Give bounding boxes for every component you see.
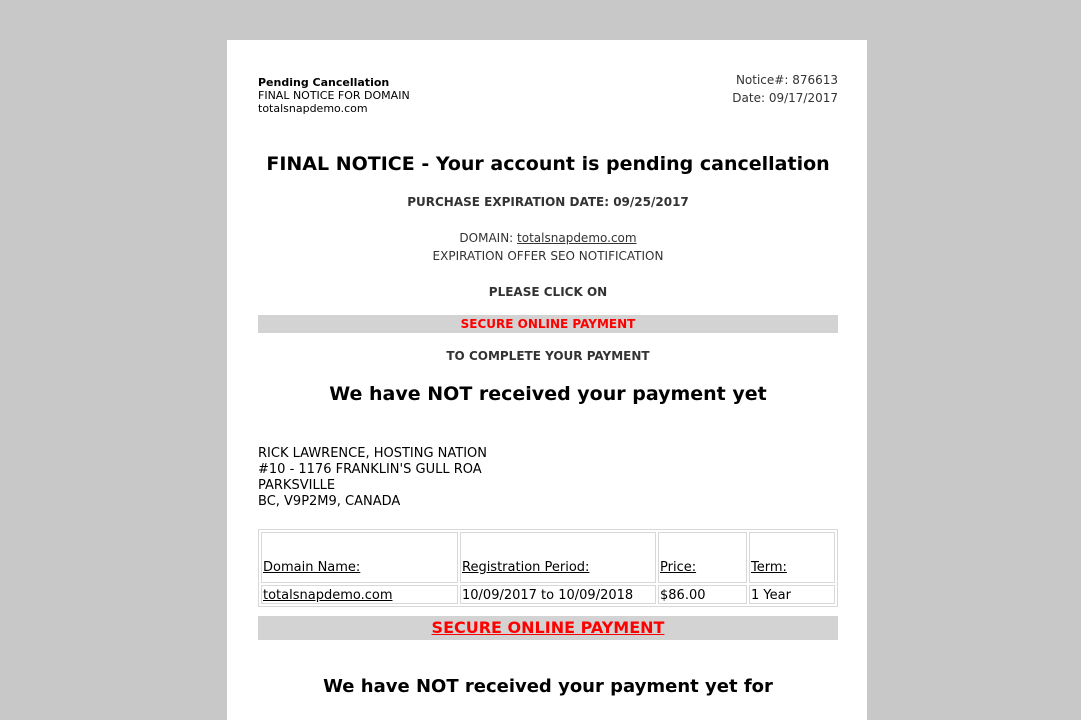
domain-link[interactable]: totalsnapdemo.com	[517, 231, 637, 245]
cell-term: 1 Year	[749, 585, 835, 604]
address-line-1: RICK LAWRENCE, HOSTING NATION	[258, 446, 488, 461]
header-right	[732, 71, 838, 107]
header-left	[258, 76, 410, 115]
header-term: Term:	[749, 532, 835, 583]
table-row	[261, 585, 835, 604]
header-status: Pending Cancellation	[258, 76, 390, 89]
not-received-heading: We have NOT received your payment yet	[329, 383, 767, 405]
address-line-3: PARKSVILLE	[258, 478, 336, 493]
to-complete: TO COMPLETE YOUR PAYMENT	[446, 349, 650, 363]
purchase-expiration: PURCHASE EXPIRATION DATE: 09/25/2017	[407, 195, 689, 209]
address-line-4: BC, V9P2M9, CANADA	[258, 494, 401, 509]
domain-line	[258, 229, 838, 247]
table-header-row	[261, 532, 835, 583]
please-click: PLEASE CLICK ON	[488, 285, 608, 299]
cell-domain-name[interactable]	[261, 585, 458, 604]
billing-address	[258, 446, 487, 510]
notice-number: Notice#: 876613	[735, 73, 838, 87]
cell-registration-period: 10/09/2017 to 10/09/2018	[460, 585, 656, 604]
header-domain: totalsnapdemo.com	[258, 102, 368, 115]
domain-table	[258, 529, 838, 607]
domain-block	[258, 229, 838, 265]
secure-payment-bar[interactable]: SECURE ONLINE PAYMENT	[258, 315, 838, 333]
notice-date: Date: 09/17/2017	[732, 91, 838, 105]
domain-label: DOMAIN:	[459, 231, 514, 245]
secure-payment-bar-large[interactable]: SECURE ONLINE PAYMENT	[258, 616, 838, 640]
header-subtitle: FINAL NOTICE FOR DOMAIN	[258, 89, 410, 102]
header-price: Price:	[658, 532, 747, 583]
cell-price: $86.00	[658, 585, 747, 604]
not-received-for-heading: We have NOT received your payment yet for	[323, 676, 773, 697]
notice-page	[227, 40, 867, 720]
table-domain-link[interactable]: totalsnapdemo.com	[263, 588, 393, 603]
header-domain-name: Domain Name:	[261, 532, 458, 583]
offer-line: EXPIRATION OFFER SEO NOTIFICATION	[432, 249, 664, 263]
address-line-2: #10 - 1176 FRANKLIN'S GULL ROA	[258, 462, 482, 477]
header-registration-period: Registration Period:	[460, 532, 656, 583]
page-title: FINAL NOTICE - Your account is pending cancellation	[266, 153, 830, 175]
